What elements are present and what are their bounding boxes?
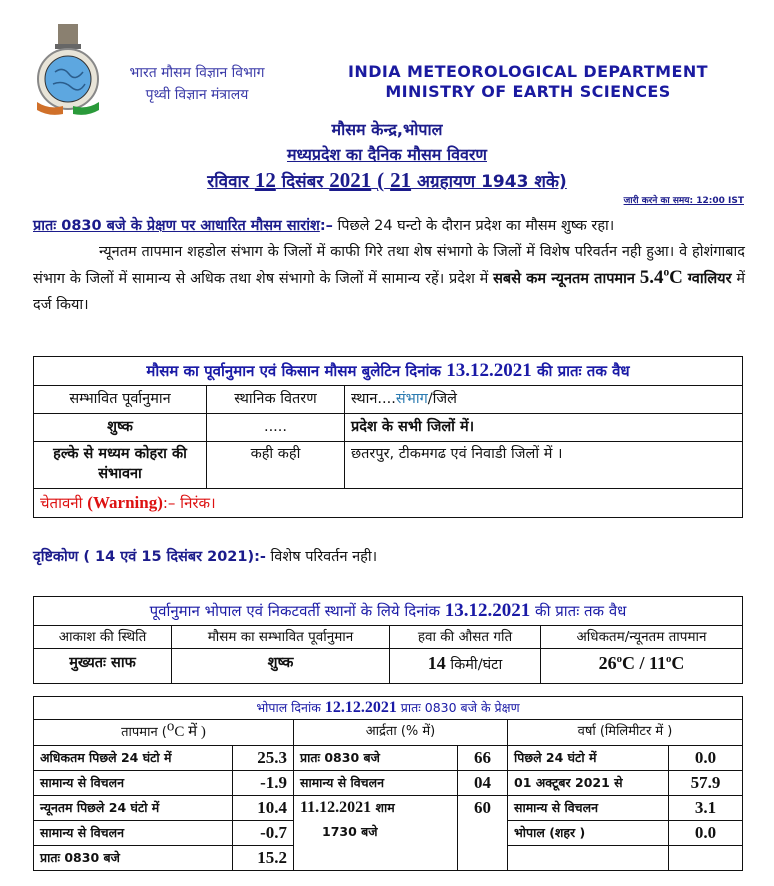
org-hindi-line2: पृथ्वी विज्ञान मंत्रालय [145,87,249,103]
org-english-line1: INDIA METEOROLOGICAL DEPARTMENT [348,62,708,81]
min-temp-number: 11 [649,653,667,673]
temp-header-unit: C में ) [174,724,206,740]
table-row [34,796,743,821]
table-row [34,771,743,796]
humidity-label-time: 1730 बजे [322,824,378,839]
celsius-unit: C [669,267,683,288]
bhopal-forecast-title [34,597,743,626]
rain-value: 0.0 [669,821,743,846]
outlook [33,546,377,566]
max-temp-number: 26 [598,653,617,673]
warning-label: चेतावनी [40,494,83,512]
bhopal-title-pre: पूर्वानुमान भोपाल एवं निकटवर्ती स्थानों के लिये दिनांक [149,602,440,620]
table-row [34,746,743,771]
date-year: 2021 [329,168,372,192]
bhopal-title-post: की प्रातः तक वैध [535,602,627,620]
obs-title-post: प्रातः 0830 बजे के प्रेक्षण [400,700,520,715]
temp-value: -0.7 [233,821,294,846]
temp-separator: / [634,653,649,673]
observations-title [34,697,743,720]
rain-value: 3.1 [669,796,743,821]
humidity-label [294,796,458,871]
temp-label: सामान्य से विचलन [34,821,233,846]
table-row [34,414,743,442]
humidity-value: 60 [458,796,508,871]
rain-value: 0.0 [669,746,743,771]
date-day: रविवार [207,172,249,192]
report-title [0,143,774,165]
report-date-text [207,168,567,192]
header-rainfall: वर्षा (मिलिमीटर में ) [508,720,743,746]
temp-label: सामान्य से विचलन [34,771,233,796]
humidity-label: सामान्य से विचलन [294,771,458,796]
org-english-line2: MINISTRY OF EARTH SCIENCES [385,82,671,101]
temp-value: 15.2 [233,846,294,871]
saka-open: ( [377,168,385,192]
forecast-table-title-row [34,357,743,386]
bhopal-forecast-header-row [34,626,743,649]
min-temp [649,653,684,673]
temp-label: प्रातः 0830 बजे [34,846,233,871]
report-title-text: मध्यप्रदेश का दैनिक मौसम विवरण [286,145,487,164]
bhopal-title-date: 13.12.2021 [444,600,531,621]
rain-label: सामान्य से विचलन [508,796,669,821]
org-name-hindi [112,62,282,106]
obs-title-date: 12.12.2021 [324,699,397,716]
header-temperature: अधिकतम/न्यूनतम तापमान [541,626,743,649]
degree-sign: o [616,653,622,665]
summary-para2: न्यूनतम तापमान शहडोल संभाग के जिलों में काफी गिरे तथा शेष संभागो के जिलों में विशेष परिवर्तन नही हुआ। वे होशंगाबाद संभाग के जिलों में सामान्य से अधिक तथा शेष संभागो के जिलों में सामान्य रहें। प्रदेश में [33,244,745,287]
temp-header-pre: तापमान ( [121,725,167,740]
warning-row [34,489,743,518]
rain-label: 01 अक्टूबर 2021 से [508,771,669,796]
wind-number: 14 [427,653,446,673]
header-humidity: आर्द्रता (% में) [294,720,508,746]
rain-value-empty [669,846,743,871]
distribution-cell: ..... [207,414,345,442]
table-row [34,649,743,684]
header-location-pre: स्थान.... [351,391,396,407]
obs-title-pre: भोपाल दिनांक [256,700,321,715]
bhopal-observations-table [33,696,743,871]
temperature-value [541,649,743,684]
sky-value: मुख्यतः साफ [34,649,172,684]
forecast-bulletin-table [33,356,743,518]
humidity-label-date: 11.12.2021 [300,799,372,816]
org-hindi-line1: भारत मौसम विज्ञान विभाग [129,65,265,81]
outlook-heading: दृष्टिकोण ( 14 एवं 15 दिसंबर 2021):- [33,549,266,565]
wind-unit: किमी/घंटा [450,657,503,673]
header-sky: आकाश की स्थिति [34,626,172,649]
rain-label: पिछले 24 घंटो में [508,746,669,771]
lowest-temp-value [640,267,683,288]
temp-value: 25.3 [233,746,294,771]
report-date [0,168,774,193]
bhopal-forecast-table [33,596,743,684]
summary-lowest-label: सबसे कम न्यूनतम तापमान [493,271,635,287]
wind-value [390,649,541,684]
location-cell: छतरपुर, टीकमगढ एवं निवाडी जिलों में । [345,442,743,489]
observations-title-row [34,697,743,720]
header-weather: मौसम का सम्भावित पूर्वानुमान [172,626,390,649]
rain-label: भोपाल (शहर ) [508,821,669,846]
distribution-cell: कही कही [207,442,345,489]
header-forecast: सम्भावित पूर्वानुमान [34,386,207,414]
forecast-cell: हल्के से मध्यम कोहरा की संभावना [34,442,207,489]
header-temperature: तापमान ($^o$C में ) [34,720,294,746]
celsius-unit: C [621,653,635,673]
header-location-division: संभाग [395,391,428,407]
centre-title: मौसम केन्द्र,भोपाल [331,120,443,139]
humidity-value: 66 [458,746,508,771]
celsius-unit: C [671,653,685,673]
saka-day: 21 [390,168,412,192]
forecast-title-post: की प्रातः तक वैध [536,362,630,380]
temp-label: न्यूनतम पिछले 24 घंटो में [34,796,233,821]
temp-value: -1.9 [233,771,294,796]
header-location [345,386,743,414]
header-distribution: स्थानिक वितरण [207,386,345,414]
humidity-label-evening: शाम [375,800,395,815]
issue-time: जारी करने का समय: 12:00 IST [623,196,744,206]
imd-emblem-icon [33,22,103,117]
weather-value: शुष्क [172,649,390,684]
degree-sign: o [666,653,672,665]
summary-heading: प्रातः 0830 बजे के प्रेक्षण पर आधारित मौसम सारांश [33,218,320,234]
warning-label-en: (Warning) [87,493,163,512]
summary-heading-dash: :– [319,218,333,234]
forecast-cell: शुष्क [34,414,207,442]
humidity-value: 04 [458,771,508,796]
temp-label: अधिकतम पिछले 24 घंटो में [34,746,233,771]
forecast-title-pre: मौसम का पूर्वानुमान एवं किसान मौसम बुलेटिन दिनांक [146,362,441,380]
max-temp [599,653,635,673]
summary-para2-end: में दर्ज किया। [33,271,745,313]
observations-header-row [34,720,743,746]
rain-label-empty [508,846,669,871]
header-location-district: /जिले [427,391,458,407]
rain-value: 57.9 [669,771,743,796]
date-num: 12 [254,168,276,192]
humidity-label: प्रातः 0830 बजे [294,746,458,771]
forecast-header-row [34,386,743,414]
org-name-english [318,62,738,102]
summary-para1: पिछले 24 घन्टो के दौरान प्रदेश का मौसम शुष्क रहा। [332,218,615,234]
header-wind: हवा की औसत गति [390,626,541,649]
lowest-temp-number: 5.4 [639,267,664,288]
table-row [34,442,743,489]
warning-cell [34,489,743,518]
lowest-temp-place: ग्वालियर [687,271,732,287]
date-month: दिसंबर [281,172,324,192]
bhopal-forecast-title-row [34,597,743,626]
degree-sign: o [663,266,670,279]
weather-summary [33,213,745,318]
outlook-text: विशेष परिवर्तन नही। [265,549,378,565]
forecast-table-title [34,357,743,386]
temp-value: 10.4 [233,796,294,821]
saka-rest: अग्रहायण 1943 शके) [417,172,567,192]
forecast-title-date: 13.12.2021 [446,360,532,381]
warning-text: :– निरंक। [162,494,216,512]
location-cell: प्रदेश के सभी जिलों में। [345,414,743,442]
